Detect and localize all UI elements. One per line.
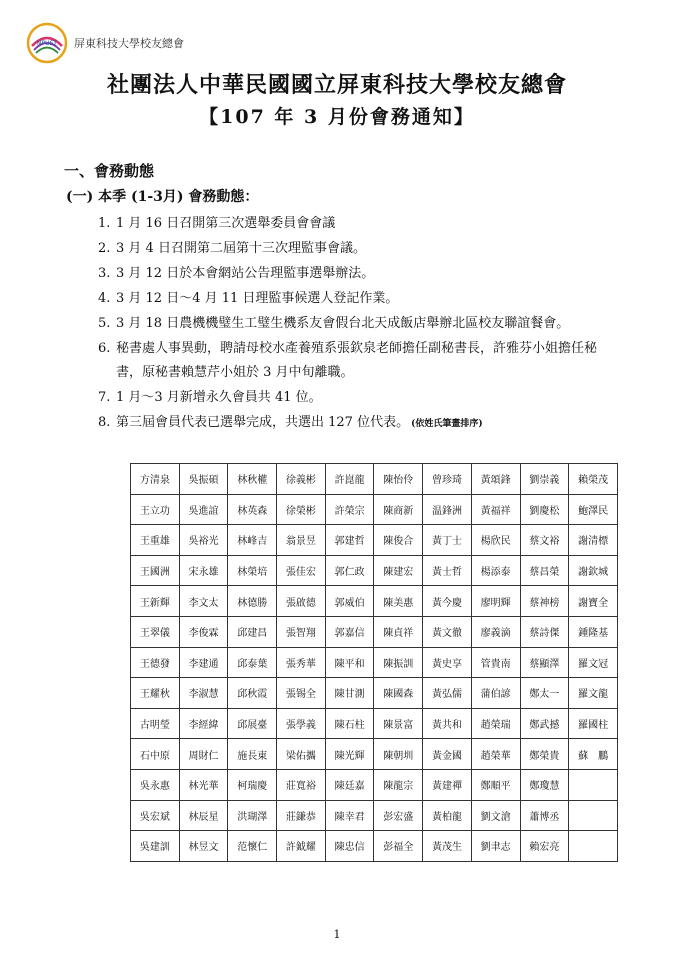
table-cell: 李俊霖: [179, 616, 228, 647]
list-item-text-body: 3 月 4 日召開第二屆第十三次理監事會議。: [116, 241, 366, 256]
table-cell: 陳景富: [374, 708, 423, 739]
table-cell: [569, 800, 618, 831]
table-cell: 郭建哲: [325, 525, 374, 556]
table-cell: 邱展臺: [228, 708, 277, 739]
table-cell: 吳宏斌: [131, 800, 180, 831]
table-cell: 鄭順平: [471, 769, 520, 800]
table-cell: 施長東: [228, 739, 277, 770]
table-cell: 劉文滄: [471, 800, 520, 831]
table-cell: 張秀華: [277, 647, 326, 678]
table-cell: 洪瑚澤: [228, 800, 277, 831]
table-cell: 賴榮茂: [569, 464, 618, 495]
list-item-text: [116, 386, 618, 410]
table-cell: 陳俊合: [374, 525, 423, 556]
table-cell: 蔡顯澤: [520, 647, 569, 678]
table-cell: 謝清標: [569, 525, 618, 556]
table-cell: 吳裕光: [179, 525, 228, 556]
table-cell: 王國洲: [131, 555, 180, 586]
table-cell: 陳怡伶: [374, 464, 423, 495]
table-cell: 王德發: [131, 647, 180, 678]
list-item-text-body: 1 月 16 日召開第三次選舉委員會會議: [116, 216, 336, 231]
table-cell: 范懷仁: [228, 831, 277, 862]
table-cell: 吳進誼: [179, 494, 228, 525]
table-cell: 張智翔: [277, 616, 326, 647]
table-row: [131, 769, 618, 800]
table-cell: 鄭榮貴: [520, 739, 569, 770]
table-cell: 郭嘉信: [325, 616, 374, 647]
table-cell: 徐義彬: [277, 464, 326, 495]
table-cell: 方清泉: [131, 464, 180, 495]
table-cell: 劉崇義: [520, 464, 569, 495]
table-cell: 楊添泰: [471, 555, 520, 586]
table-cell: 林德勝: [228, 586, 277, 617]
section-heading: 一、會務動態: [64, 162, 155, 180]
table-cell: 陳建宏: [374, 555, 423, 586]
table-cell: 黃建禪: [423, 769, 472, 800]
list-item-text-body: 秘書處人事異動，聘請母校水產養殖系張欽泉老師擔任副秘書長，許雅芬小姐擔任秘書，原秘書賴慧芹小姐於 3 月中旬離職。: [116, 341, 598, 380]
table-cell: 陳平和: [325, 647, 374, 678]
table-cell: 黃共和: [423, 708, 472, 739]
table-cell: 張啟德: [277, 586, 326, 617]
list-item-text-body: 1 月～3 月新增永久會員共 41 位。: [116, 390, 322, 405]
table-cell: 張學義: [277, 708, 326, 739]
table-cell: 林光華: [179, 769, 228, 800]
table-row: [131, 616, 618, 647]
table-cell: 蔡詩傑: [520, 616, 569, 647]
table-cell: 鄭瓊慧: [520, 769, 569, 800]
table-cell: 郭威伯: [325, 586, 374, 617]
table-row: [131, 555, 618, 586]
table-cell: 陳甘測: [325, 678, 374, 709]
table-cell: 陳龍宗: [374, 769, 423, 800]
table-cell: 劉慶松: [520, 494, 569, 525]
list-item-number: 7.: [98, 390, 111, 405]
page-subtitle: 【107 年 3 月份會務通知】: [199, 106, 475, 128]
table-cell: 李建通: [179, 647, 228, 678]
list-item-number: 6.: [98, 341, 111, 356]
table-row: [131, 831, 618, 862]
table-cell: 劉聿志: [471, 831, 520, 862]
table-cell: 王立功: [131, 494, 180, 525]
list-item: [98, 386, 618, 410]
list-item-number: 4.: [98, 291, 111, 306]
table-row: [131, 464, 618, 495]
table-row: [131, 739, 618, 770]
table-row: [131, 708, 618, 739]
table-cell: 陳幸君: [325, 800, 374, 831]
table-cell: 陳朝圳: [374, 739, 423, 770]
table-cell: 張佳宏: [277, 555, 326, 586]
table-cell: 謝寶全: [569, 586, 618, 617]
table-cell: 彭宏盛: [374, 800, 423, 831]
table-cell: 林辰星: [179, 800, 228, 831]
list-item-text: [116, 337, 618, 385]
list-item: [98, 262, 618, 286]
table-cell: 廖明輝: [471, 586, 520, 617]
list-item-text: [116, 312, 618, 336]
page-title: 社團法人中華民國國立屏東科技大學校友總會: [106, 72, 567, 98]
table-cell: 林峰吉: [228, 525, 277, 556]
table-row: [131, 586, 618, 617]
list-item-text-body: 3 月 12 日於本會網站公告理監事選舉辦法。: [116, 266, 375, 281]
table-cell: 趙榮瑞: [471, 708, 520, 739]
page-header: [26, 22, 184, 64]
header-org-name: 屏東科技大學校友總會: [74, 37, 184, 50]
table-cell: 楊欣民: [471, 525, 520, 556]
list-item-text-body: 3 月 12 日～4 月 11 日理監事候選人登記作業。: [116, 291, 399, 306]
table-cell: 陳貞祥: [374, 616, 423, 647]
table-cell: 張锡全: [277, 678, 326, 709]
table-cell: 賴宏亮: [520, 831, 569, 862]
table-cell: 趙榮華: [471, 739, 520, 770]
table-cell: 郭仁政: [325, 555, 374, 586]
table-cell: 王新輝: [131, 586, 180, 617]
table-cell: 徐榮彬: [277, 494, 326, 525]
list-item-text: [116, 411, 618, 436]
table-cell: 王翠儀: [131, 616, 180, 647]
table-cell: 黃史享: [423, 647, 472, 678]
list-item: [98, 337, 618, 385]
table-row: [131, 525, 618, 556]
table-cell: 石中原: [131, 739, 180, 770]
table-cell: 黃柏龍: [423, 800, 472, 831]
list-item-number: 2.: [98, 241, 111, 256]
table-cell: 梁佑攜: [277, 739, 326, 770]
table-row: [131, 678, 618, 709]
sub-heading: (一) 本季 (1-3月) 會務動態：: [66, 189, 259, 205]
list-item-text: [116, 262, 618, 286]
table-cell: 鄭武撼: [520, 708, 569, 739]
table-cell: 翁景昱: [277, 525, 326, 556]
table-cell: 陳忠信: [325, 831, 374, 862]
table-cell: 柯瑞慶: [228, 769, 277, 800]
table-cell: 黃福祥: [471, 494, 520, 525]
table-cell: 莊寬裕: [277, 769, 326, 800]
table-cell: 鍾隆基: [569, 616, 618, 647]
list-item-text-body: 3 月 18 日農機機璧生工璧生機系友會假台北天成飯店舉辦北區校友聯誼餐會。: [116, 316, 570, 331]
table-cell: 羅文冠: [569, 647, 618, 678]
list-item: [98, 411, 618, 436]
table-cell: 李文太: [179, 586, 228, 617]
table-cell: 李經緯: [179, 708, 228, 739]
table-cell: 黃茂生: [423, 831, 472, 862]
table-cell: 王耀秋: [131, 678, 180, 709]
table-cell: 黃士哲: [423, 555, 472, 586]
list-item-number: 5.: [98, 316, 111, 331]
list-item-note: (依姓氏筆畫排序): [411, 419, 483, 429]
logo-text: NPUST: [37, 40, 57, 47]
table-cell: 邱泰葉: [228, 647, 277, 678]
table-cell: 謝欽城: [569, 555, 618, 586]
list-item-text: [116, 287, 618, 311]
news-list: [98, 212, 618, 437]
table-cell: 林秋權: [228, 464, 277, 495]
table-cell: 吳建訓: [131, 831, 180, 862]
list-item-number: 3.: [98, 266, 111, 281]
table-cell: 彭福全: [374, 831, 423, 862]
table-cell: 蔡文裕: [520, 525, 569, 556]
table-cell: 古明瑩: [131, 708, 180, 739]
table-cell: 陳商新: [374, 494, 423, 525]
table-cell: 許鉞耀: [277, 831, 326, 862]
table-cell: 邱建昌: [228, 616, 277, 647]
table-cell: 陳石柱: [325, 708, 374, 739]
list-item-text: [116, 237, 618, 261]
list-item-text: [116, 212, 618, 236]
table-cell: 吳永惠: [131, 769, 180, 800]
table-cell: 林英森: [228, 494, 277, 525]
table-cell: 鄭太一: [520, 678, 569, 709]
table-cell: 管貴南: [471, 647, 520, 678]
table-cell: 莊鎌恭: [277, 800, 326, 831]
list-item: [98, 212, 618, 236]
table-cell: 黃丁士: [423, 525, 472, 556]
table-cell: 陳光輝: [325, 739, 374, 770]
list-item-text-body: 第三屆會員代表已選舉完成，共選出 127 位代表。: [116, 415, 410, 430]
table-cell: 蒲伯諺: [471, 678, 520, 709]
table-cell: 黃頌鋒: [471, 464, 520, 495]
table-cell: 羅國柱: [569, 708, 618, 739]
table-cell: 黃今慶: [423, 586, 472, 617]
table-cell: 吳振碩: [179, 464, 228, 495]
alumni-logo-icon: [26, 22, 68, 64]
table-cell: 宋永雄: [179, 555, 228, 586]
table-cell: 羅文龍: [569, 678, 618, 709]
list-item: [98, 287, 618, 311]
table-cell: 蔡神榜: [520, 586, 569, 617]
table-row: [131, 800, 618, 831]
list-item-number: 8.: [98, 415, 111, 430]
table-cell: 王重雄: [131, 525, 180, 556]
table-cell: 陳美惠: [374, 586, 423, 617]
table-cell: 曾珍琦: [423, 464, 472, 495]
table-cell: 許崑龍: [325, 464, 374, 495]
table-cell: 鮑澤民: [569, 494, 618, 525]
table-cell: 温鋒洲: [423, 494, 472, 525]
table-cell: 黃文徹: [423, 616, 472, 647]
table-row: [131, 647, 618, 678]
table-cell: 陳國森: [374, 678, 423, 709]
table-cell: 黃金國: [423, 739, 472, 770]
table-cell: 邱秋霞: [228, 678, 277, 709]
table-cell: 蕭博丞: [520, 800, 569, 831]
page-number: 1: [333, 928, 341, 941]
table-cell: 林榮培: [228, 555, 277, 586]
table-cell: 蔡昌榮: [520, 555, 569, 586]
table-cell: 陳廷嘉: [325, 769, 374, 800]
list-item: [98, 237, 618, 261]
table-cell: [569, 831, 618, 862]
member-representatives-table: [130, 463, 618, 862]
table-cell: 蘇 鵬: [569, 739, 618, 770]
table-cell: 許榮宗: [325, 494, 374, 525]
list-item: [98, 312, 618, 336]
table-cell: 廖義滴: [471, 616, 520, 647]
table-cell: 黃弘儒: [423, 678, 472, 709]
table-cell: 林昱文: [179, 831, 228, 862]
table-cell: [569, 769, 618, 800]
list-item-number: 1.: [98, 216, 111, 231]
table-cell: 李淑慧: [179, 678, 228, 709]
table-row: [131, 494, 618, 525]
table-cell: 周財仁: [179, 739, 228, 770]
table-cell: 陳振訓: [374, 647, 423, 678]
